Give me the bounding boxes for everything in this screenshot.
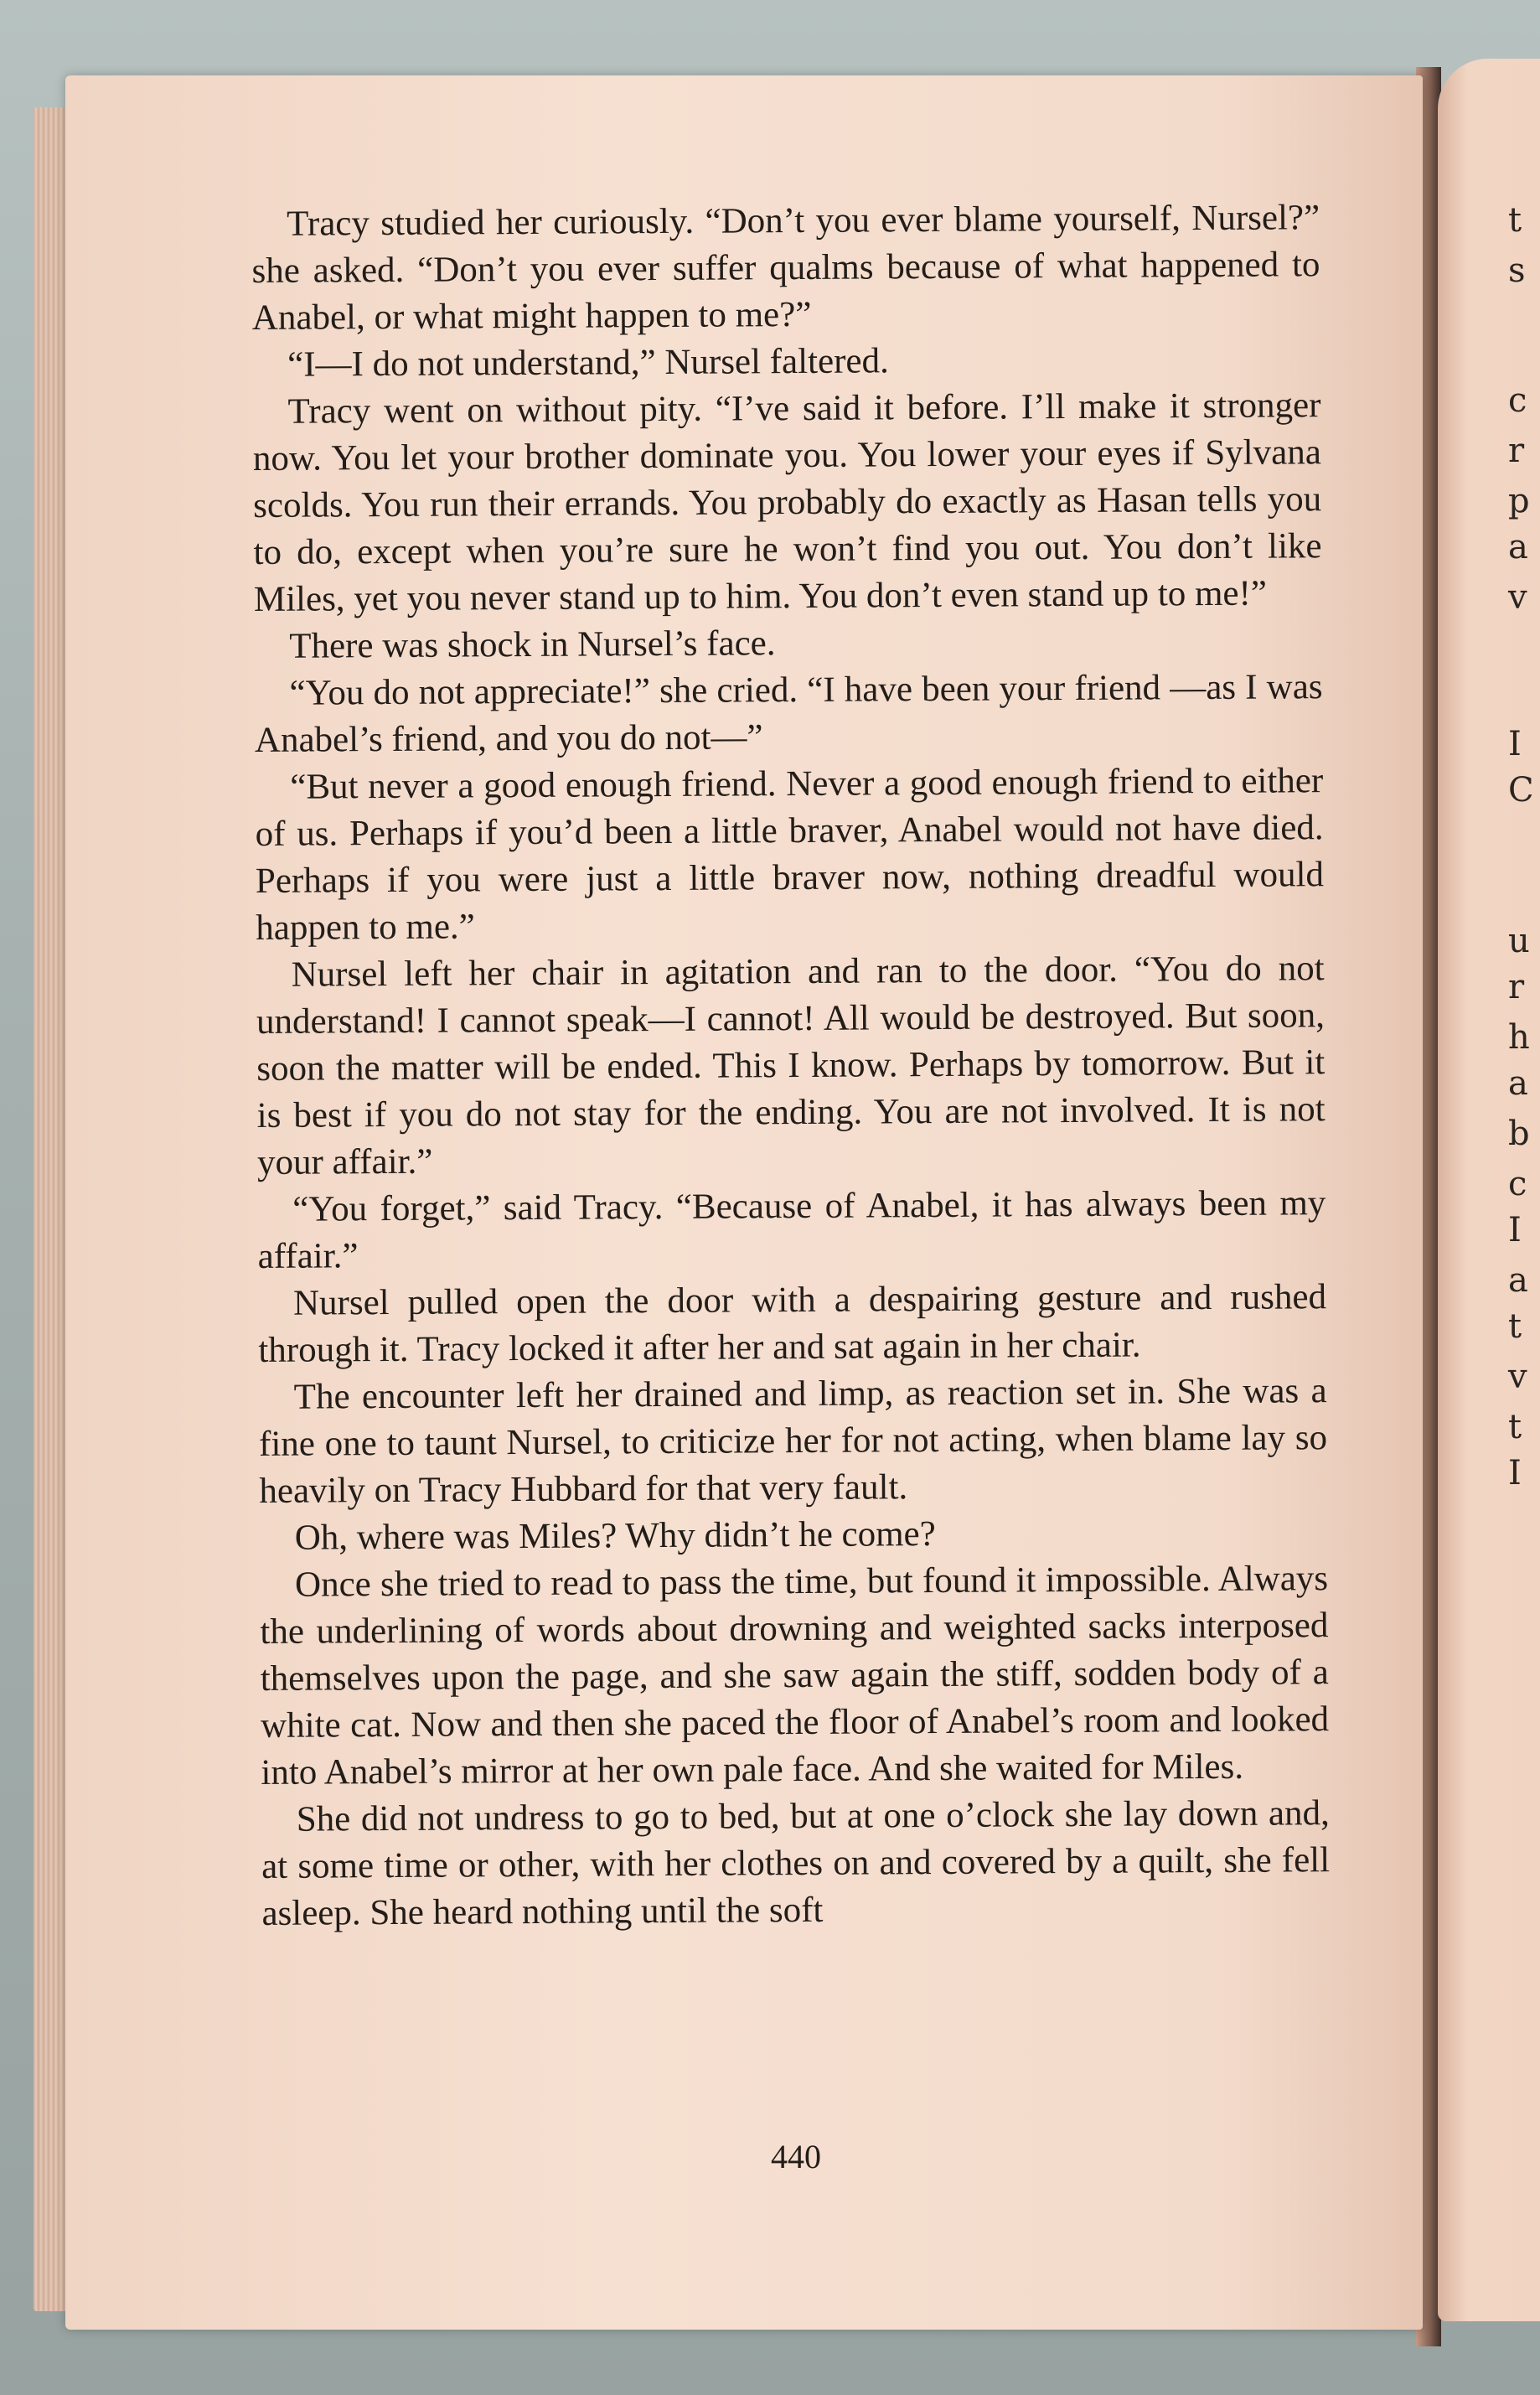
page-body-text [251, 194, 1331, 1937]
edge-letter: a [1508, 1261, 1528, 1300]
page-number: 440 [771, 2138, 821, 2175]
paragraph: There was shock in Nursel’s face. [289, 623, 776, 666]
edge-letter: t [1508, 1307, 1522, 1346]
edge-letter: s [1508, 251, 1526, 290]
paragraph: “But never a good enough friend. Never a good enough friend to either of us. Perhaps if you’d been a little braver, Anabel would not have died. Perhaps if you were just a little braver now, nothing dreadful would happen to me.” [255, 761, 1325, 948]
paragraph: The encounter left her drained and limp, as reaction set in. She was a fine one to taunt Nursel, to criticize her for not acting, when blame lay so heavily on Tracy Hubbard for that very fault. [258, 1371, 1328, 1511]
edge-letter: c [1508, 1165, 1527, 1203]
paragraph: “I—I do not understand,” Nursel faltered. [287, 341, 889, 385]
edge-letter: I [1508, 1454, 1522, 1492]
paragraph: Tracy studied her curiously. “Don’t you ever blame yourself, Nursel?” she asked. “Don’t you ever suffer qualms because of what happened to Anabel, or what might happen to me?” [251, 198, 1320, 338]
edge-letter: r [1508, 968, 1525, 1006]
edge-letter: u [1508, 922, 1530, 960]
edge-letter: a [1508, 528, 1528, 566]
paragraph: Oh, where was Miles? Why didn’t he come? [294, 1514, 936, 1558]
edge-letter: r [1508, 432, 1525, 470]
paragraph: She did not undress to go to bed, but at one o’clock she lay down and, at some time or other, with her clothes on and covered by a quilt, she fell asleep. She heard nothing until the soft [261, 1793, 1331, 1933]
edge-letter: a [1508, 1064, 1528, 1103]
edge-letter: I [1508, 1211, 1522, 1249]
paragraph: Tracy went on without pity. “I’ve said it before. I’ll make it stronger now. You let your brother dominate you. You lower your eyes if Sylvana scolds. You run their errands. You probably do exactly as Hasan tells you to do, except when you’re sure he won’t find you out. You don’t like Miles, yet you never stand up to him. You don’t even stand up to me!” [252, 385, 1322, 619]
paragraph: Once she tried to read to pass the time, but found it impossible. Always the underlining of words about drowning and weighted sacks interposed themselves upon the page, and she saw again the stiff, sodden body of a white cat. Now and then she paced the floor of Anabel’s room and looked into Anabel’s mirror at her own pale face. And she waited for Miles. [260, 1559, 1330, 1792]
edge-letter: v [1508, 578, 1527, 617]
edge-letter: t [1508, 201, 1522, 240]
edge-letter: p [1508, 482, 1530, 520]
edge-letter: v [1508, 1358, 1527, 1396]
edge-letter: c [1508, 381, 1527, 420]
edge-letter: I [1508, 725, 1522, 763]
edge-letter: h [1508, 1018, 1530, 1057]
paragraph: “You do not appreciate!” she cried. “I have been your friend —as I was Anabel’s friend, and you do not—” [254, 667, 1323, 760]
edge-letter: b [1508, 1115, 1530, 1153]
paragraph: Nursel pulled open the door with a despairing gesture and rushed through it. Tracy locked it after her and sat again in her chair. [258, 1277, 1327, 1370]
edge-letter: t [1508, 1408, 1522, 1446]
edge-letter: C [1508, 771, 1534, 810]
paragraph: “You forget,” said Tracy. “Because of Anabel, it has always been my affair.” [257, 1183, 1326, 1276]
paragraph: Nursel left her chair in agitation and ran to the door. “You do not understand! I cannot speak—I cannot! All would be destroyed. But soon, soon the matter will be ended. This I know. Perhaps by tomorrow. But it is best if you do not stay for the ending. You are not involved. It is not your affair.” [256, 949, 1326, 1182]
